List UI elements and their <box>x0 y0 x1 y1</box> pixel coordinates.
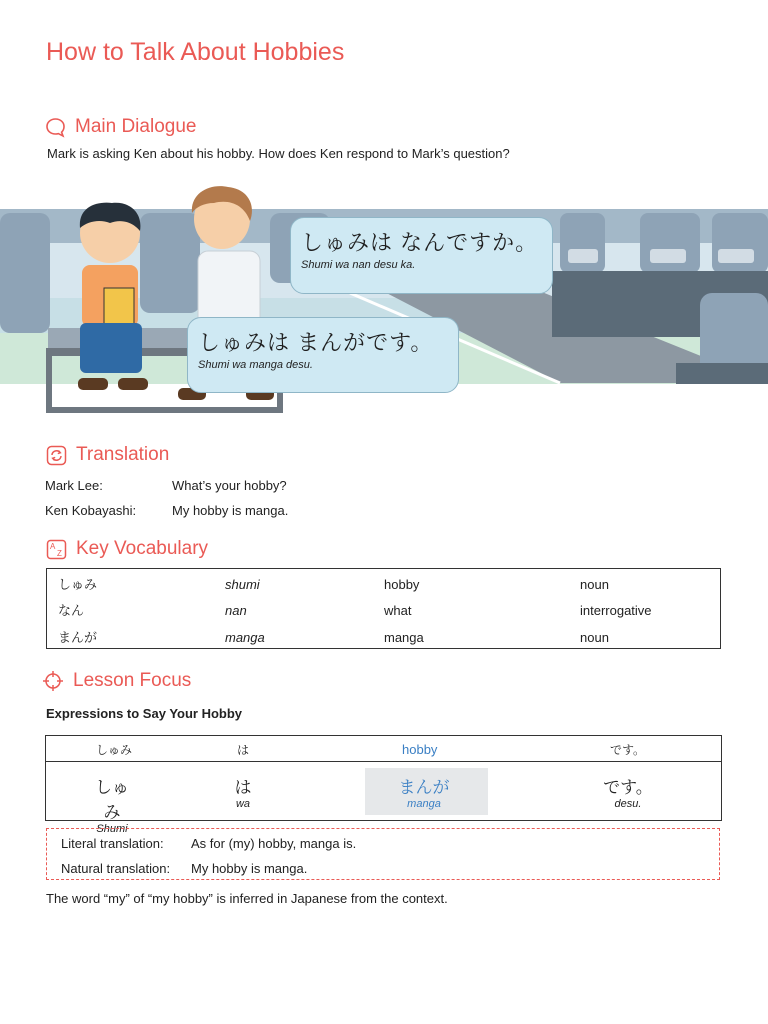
pattern-romaji: wa <box>235 798 251 810</box>
pattern-jp: まんが <box>398 778 450 797</box>
section-main-dialogue <box>45 116 196 138</box>
vocab-kana: なん <box>58 603 85 618</box>
vocab-pos: interrogative <box>580 603 652 618</box>
vocab-romaji: nan <box>225 603 247 618</box>
crosshair-icon <box>42 670 64 692</box>
natural-value: My hobby is manga. <box>191 861 308 876</box>
vocab-kana: まんが <box>58 630 98 645</box>
speech-bubble-icon <box>45 117 66 138</box>
pattern-header-cell: hobby <box>402 742 438 757</box>
pattern-romaji: manga <box>407 798 441 810</box>
bubble-romaji: Shumi wa manga desu. <box>198 359 313 371</box>
a-z-icon <box>46 539 67 560</box>
lesson-subheading: Expressions to Say Your Hobby <box>46 706 243 721</box>
pattern-jp: は <box>234 778 252 797</box>
svg-text:A: A <box>50 541 56 551</box>
vocab-romaji: shumi <box>225 577 260 592</box>
pattern-header-cell: です。 <box>610 743 646 757</box>
vocab-english: what <box>384 603 412 618</box>
section-heading: Lesson Focus <box>73 670 192 691</box>
pattern-header-cell: は <box>237 743 250 757</box>
section-heading: Main Dialogue <box>75 116 197 137</box>
pattern-romaji: desu. <box>614 798 642 810</box>
pattern-header-row <box>46 736 721 762</box>
pattern-romaji: Shumi <box>96 823 128 835</box>
vocab-kana: しゅみ <box>58 577 98 592</box>
translation-line: What’s your hobby? <box>172 478 287 493</box>
section-heading: Key Vocabulary <box>76 538 209 559</box>
bubble-japanese: しゅみは まんがです。 <box>198 330 434 355</box>
speech-bubble-mark <box>290 217 553 294</box>
speech-bubble-ken <box>187 317 459 393</box>
pattern-example-cell <box>388 773 460 810</box>
dialogue-intro: Mark is asking Ken about his hobby. How does Ken respond to Mark’s question? <box>47 146 510 161</box>
natural-label: Natural translation: <box>61 861 171 876</box>
translation-row <box>45 478 103 493</box>
vocab-pos: noun <box>580 577 609 592</box>
table-row <box>47 624 720 650</box>
pattern-jp: しゅみ <box>95 778 129 822</box>
svg-text:Z: Z <box>57 548 62 558</box>
translation-line: My hobby is manga. <box>172 503 289 518</box>
vocab-pos: noun <box>580 630 609 645</box>
dialogue-illustration <box>0 183 768 415</box>
vocab-romaji: manga <box>225 630 265 645</box>
pattern-example-cell <box>88 773 136 835</box>
vocab-english: manga <box>384 630 424 645</box>
bubble-romaji: Shumi wa nan desu ka. <box>301 259 416 271</box>
vocab-english: hobby <box>384 577 420 592</box>
pattern-table <box>45 735 722 835</box>
translation-row <box>45 503 136 518</box>
literal-label: Literal translation: <box>61 836 164 851</box>
pattern-example-cell <box>601 773 655 810</box>
table-row <box>47 597 720 623</box>
translation-speaker: Ken Kobayashi: <box>45 503 137 518</box>
translation-speaker: Mark Lee: <box>45 478 103 493</box>
bubble-japanese: しゅみは なんですか。 <box>301 230 539 255</box>
vocabulary-table <box>46 568 721 649</box>
refresh-icon <box>46 445 67 466</box>
section-key-vocabulary <box>46 538 208 560</box>
pattern-example-cell <box>232 773 254 810</box>
literal-value: As for (my) hobby, manga is. <box>191 836 357 851</box>
table-row <box>47 571 720 597</box>
section-heading: Translation <box>76 444 170 465</box>
pattern-jp: です。 <box>603 778 653 797</box>
lesson-note: The word “my” of “my hobby” is inferred in Japanese from the context. <box>46 891 448 906</box>
page-title: How to Talk About Hobbies <box>46 38 345 66</box>
pattern-header-cell: しゅみ <box>96 743 133 757</box>
section-lesson-focus <box>42 670 191 692</box>
translation-box <box>46 828 720 880</box>
section-translation <box>46 444 169 466</box>
